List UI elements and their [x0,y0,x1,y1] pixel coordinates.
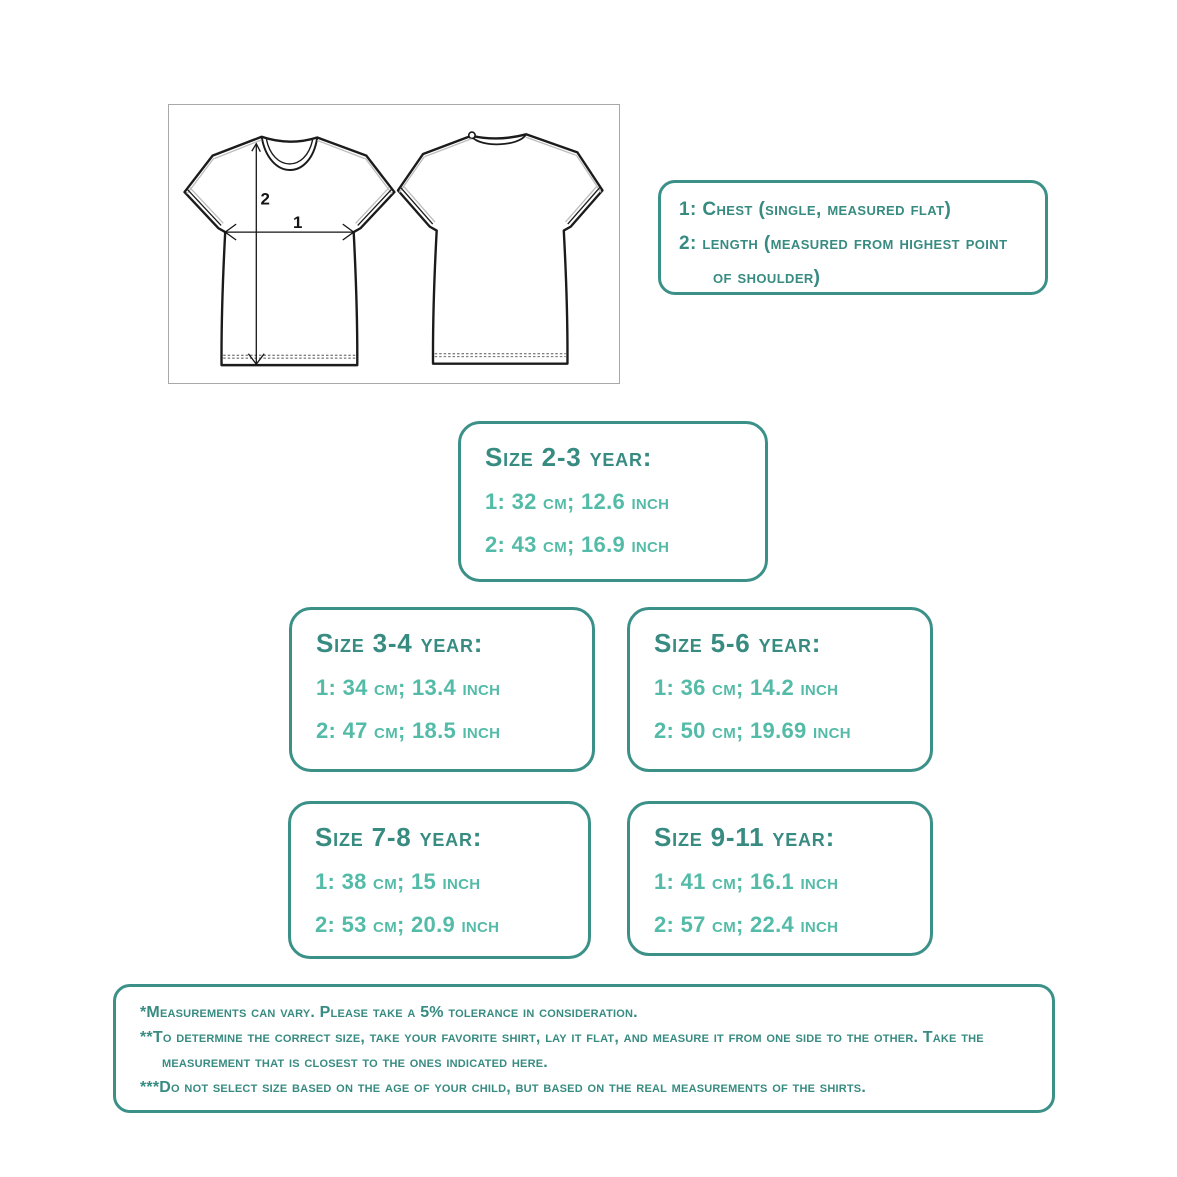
note-age-warning: ***Do not select size based on the age of your child, but based on the real measurements of the shirts. [140,1079,866,1096]
size-title: Size 5-6 year: [654,628,822,658]
length-measurement: 2: 57 cm; 22.4 inch [654,912,839,937]
back-collar-loop [469,132,475,138]
length-measurement: 2: 53 cm; 20.9 inch [315,912,500,937]
size-box-7-8-year [288,801,591,959]
tshirt-technical-drawing [169,105,619,383]
legend-length-definition: 2: length (measured from highest point of shoulder) [679,233,1008,288]
note-how-to-measure: **To determine the correct size, take your favorite shirt, lay it flat, and measure it from one side to the other. Take the measurement that is closest to the ones indicated here. [140,1029,984,1071]
length-measurement: 2: 47 cm; 18.5 inch [316,718,501,743]
length-measurement: 2: 43 cm; 16.9 inch [485,532,670,557]
tshirt-front-view [185,137,395,365]
chest-measurement: 1: 38 cm; 15 inch [315,869,481,894]
size-box-9-11-year [627,801,933,956]
notes-box [113,984,1055,1113]
size-box-5-6-year [627,607,933,772]
chest-measurement: 1: 41 cm; 16.1 inch [654,869,839,894]
measurement-legend-box [658,180,1048,295]
chest-measurement: 1: 34 cm; 13.4 inch [316,675,501,700]
front-shirt-outline [185,137,395,365]
size-title: Size 9-11 year: [654,822,836,852]
size-title: Size 3-4 year: [316,628,484,658]
chest-measurement: 1: 32 cm; 12.6 inch [485,489,670,514]
length-measurement: 2: 50 cm; 19.69 inch [654,718,851,743]
chest-measure-label: 1 [292,213,303,233]
size-box-2-3-year [458,421,768,582]
tshirt-diagram-panel [168,104,620,384]
size-title: Size 2-3 year: [485,442,653,472]
length-measure-label: 2 [260,189,270,209]
size-title: Size 7-8 year: [315,822,483,852]
back-shirt-outline [398,134,603,363]
note-tolerance: *Measurements can vary. Please take a 5% tolerance in consideration. [140,1004,638,1021]
chest-measurement: 1: 36 cm; 14.2 inch [654,675,839,700]
size-box-3-4-year [289,607,595,772]
legend-chest-definition: 1: Chest (single, measured flat) [679,199,952,220]
tshirt-back-view [398,132,603,364]
